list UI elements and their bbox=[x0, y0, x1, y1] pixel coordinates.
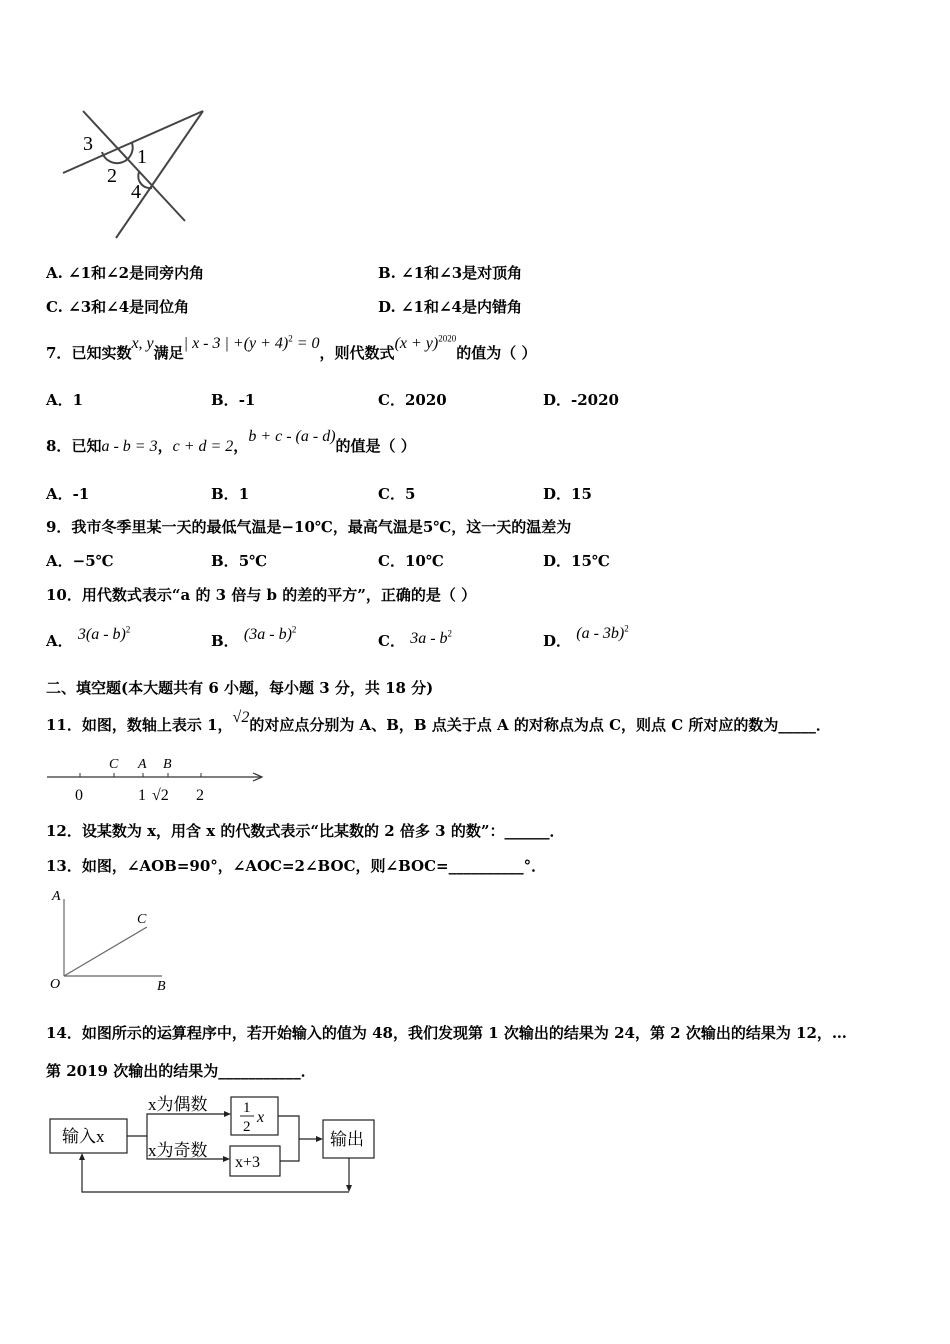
q8-stem bbox=[46, 428, 416, 456]
fraction-numerator: 1 bbox=[243, 1100, 251, 1116]
q11-text: 的对应点分别为 A、B，B 点关于点 A 的对称点为点 C，则点 C 所对应的数为_____． bbox=[249, 716, 831, 734]
q8-text: 已知 bbox=[71, 437, 102, 455]
q10-option-a[interactable] bbox=[46, 624, 131, 651]
option-text: ∠1和∠2是同旁内角 bbox=[68, 264, 205, 282]
q9-option-a[interactable] bbox=[46, 550, 114, 571]
q13-stem: 13．如图，∠AOB=90°，∠AOC=2∠BOC，则∠BOC=__________°． bbox=[46, 857, 547, 875]
option-text: ∠1和∠3是对顶角 bbox=[401, 264, 523, 282]
option-key: D. bbox=[378, 298, 396, 316]
number-line-figure bbox=[44, 752, 269, 807]
q6-option-d[interactable] bbox=[378, 296, 522, 317]
option-text: 2020 bbox=[404, 391, 447, 409]
point-label: A bbox=[138, 757, 147, 772]
q7-vars: x, y bbox=[131, 335, 154, 352]
option-key: A. bbox=[46, 264, 63, 282]
option-key: C． bbox=[378, 485, 405, 503]
q7-condition-tail: = 0 bbox=[292, 335, 320, 352]
q8-option-d[interactable] bbox=[543, 483, 592, 504]
angle-label: 2 bbox=[107, 165, 117, 187]
angle-label: 4 bbox=[131, 181, 141, 203]
q6-option-a[interactable] bbox=[46, 262, 204, 283]
exponent: 2 bbox=[447, 628, 453, 639]
q7-condition: | x - 3 | +(y + 4) bbox=[183, 335, 289, 352]
option-text: -1 bbox=[238, 391, 256, 409]
angle-label: 1 bbox=[137, 146, 147, 168]
option-key: C． bbox=[378, 391, 405, 409]
q7-expression: (x + y) bbox=[394, 335, 439, 352]
exponent: 2 bbox=[288, 333, 293, 344]
output-label: 输出 bbox=[330, 1130, 364, 1149]
q7-option-a[interactable] bbox=[46, 389, 83, 410]
option-key: D． bbox=[543, 391, 572, 409]
point-label: B bbox=[163, 757, 172, 772]
q6-option-c[interactable] bbox=[46, 296, 189, 317]
option-key: D． bbox=[543, 632, 572, 650]
question-number: 7． bbox=[46, 344, 72, 362]
flow-line bbox=[278, 1116, 317, 1139]
q7-text: 的值为（ ） bbox=[456, 344, 537, 362]
option-key: C． bbox=[378, 552, 405, 570]
q7-option-d[interactable] bbox=[543, 389, 619, 410]
point-label: O bbox=[50, 977, 61, 992]
even-label: x为偶数 bbox=[148, 1095, 208, 1114]
q10-stem: 10．用代数式表示“a 的 3 倍与 b 的差的平方”，正确的是（ ） bbox=[46, 586, 477, 604]
q8-text: 的值是（ ） bbox=[335, 437, 416, 455]
tick-label: √2 bbox=[152, 787, 169, 804]
option-text: ∠1和∠4是内错角 bbox=[400, 298, 522, 316]
q9-stem: 9．我市冬季里某一天的最低气温是−10℃，最高气温是5℃，这一天的温差为 bbox=[46, 518, 572, 536]
fraction-denominator: 2 bbox=[243, 1119, 251, 1135]
option-text: -2020 bbox=[571, 391, 619, 409]
q8-equation: c + d = 2 bbox=[172, 438, 234, 455]
q7-text: 满足 bbox=[153, 344, 184, 362]
point-label: B bbox=[157, 979, 166, 994]
arrow-head bbox=[316, 1136, 323, 1142]
fraction-variable: x bbox=[257, 1109, 265, 1126]
exponent: 2 bbox=[624, 623, 629, 634]
q11-stem bbox=[46, 709, 831, 735]
option-key: B． bbox=[211, 391, 239, 409]
q8-separator: ， bbox=[233, 437, 249, 455]
option-key: B． bbox=[211, 485, 239, 503]
flowchart-figure bbox=[44, 1092, 384, 1202]
option-key: B． bbox=[211, 552, 239, 570]
ray-oc bbox=[64, 927, 147, 976]
option-key: A． bbox=[46, 485, 73, 503]
q9-option-d[interactable] bbox=[543, 550, 610, 571]
option-key: C. bbox=[46, 298, 63, 316]
option-text: 3a - b bbox=[410, 630, 448, 647]
flow-line bbox=[127, 1114, 225, 1136]
q8-option-b[interactable] bbox=[211, 483, 249, 504]
option-text: 1 bbox=[238, 485, 250, 503]
option-text: (3a - b) bbox=[243, 626, 292, 643]
tick-label: 1 bbox=[138, 787, 146, 804]
arrow-head bbox=[79, 1153, 85, 1160]
q7-option-c[interactable] bbox=[378, 389, 447, 410]
option-text: 5 bbox=[404, 485, 416, 503]
plus3-label: x+3 bbox=[235, 1154, 261, 1171]
option-key: C． bbox=[378, 632, 405, 650]
flow-line bbox=[82, 1159, 349, 1192]
q10-option-c[interactable] bbox=[378, 630, 452, 651]
option-text: ∠3和∠4是同位角 bbox=[68, 298, 190, 316]
arrow-head bbox=[346, 1185, 352, 1192]
option-key: D． bbox=[543, 485, 572, 503]
option-text: (a - 3b) bbox=[576, 625, 625, 642]
q10-option-d[interactable] bbox=[543, 623, 629, 651]
tick-label: 0 bbox=[75, 787, 83, 804]
option-key: A． bbox=[46, 632, 73, 650]
q12-stem: 12．设某数为 x，用含 x 的代数式表示“比某数的 2 倍多 3 的数”：______． bbox=[46, 822, 565, 840]
option-key: B． bbox=[211, 632, 239, 650]
option-text: 5℃ bbox=[238, 552, 268, 570]
q6-option-b[interactable] bbox=[378, 262, 522, 283]
option-text: 10℃ bbox=[404, 552, 444, 570]
q8-separator: ， bbox=[157, 437, 173, 455]
option-text: -1 bbox=[72, 485, 90, 503]
point-label: A bbox=[52, 889, 61, 904]
section-heading: 二、填空题(本大题共有 6 小题，每小题 3 分，共 18 分) bbox=[46, 679, 434, 697]
q9-option-b[interactable] bbox=[211, 550, 267, 571]
point-label: C bbox=[137, 912, 147, 927]
option-text: 3(a - b) bbox=[77, 626, 126, 643]
q7-text: ，则代数式 bbox=[319, 344, 395, 362]
input-label: 输入x bbox=[62, 1127, 105, 1146]
q7-text: 已知实数 bbox=[71, 344, 132, 362]
tick-label: 2 bbox=[196, 787, 204, 804]
angle-figure bbox=[44, 885, 179, 995]
q8-option-c[interactable] bbox=[378, 483, 415, 504]
odd-label: x为奇数 bbox=[148, 1141, 208, 1160]
q11-sqrt: √2 bbox=[232, 709, 250, 726]
flow-line bbox=[280, 1139, 299, 1161]
option-text: 1 bbox=[72, 391, 84, 409]
option-key: A． bbox=[46, 552, 73, 570]
q9-option-c[interactable] bbox=[378, 550, 444, 571]
intersecting-lines-figure bbox=[55, 100, 215, 245]
q7-stem bbox=[46, 333, 537, 363]
arrow-head bbox=[223, 1156, 230, 1162]
exponent: 2020 bbox=[438, 333, 457, 344]
q7-option-b[interactable] bbox=[211, 389, 255, 410]
q14-stem-line1: 14．如图所示的运算程序中，若开始输入的值为 48，我们发现第 1 次输出的结果为 24，第 2 次输出的结果为 12，… bbox=[46, 1024, 847, 1042]
q14-stem-line2: 第 2019 次输出的结果为___________． bbox=[46, 1062, 316, 1080]
q8-expression: b + c - (a - d) bbox=[248, 428, 336, 445]
option-text: 15 bbox=[571, 485, 592, 503]
q11-text: 11．如图，数轴上表示 1， bbox=[46, 716, 233, 734]
half-box bbox=[231, 1097, 278, 1135]
option-text: 15℃ bbox=[571, 552, 610, 570]
q8-option-a[interactable] bbox=[46, 483, 89, 504]
option-text: −5℃ bbox=[72, 552, 114, 570]
line-2 bbox=[83, 111, 185, 221]
q8-equation: a - b = 3 bbox=[101, 438, 158, 455]
q10-option-b[interactable] bbox=[211, 624, 297, 651]
question-number: 8． bbox=[46, 437, 72, 455]
exponent: 2 bbox=[291, 624, 297, 635]
point-label: C bbox=[109, 757, 119, 772]
arrow-head bbox=[224, 1111, 231, 1117]
exponent: 2 bbox=[125, 624, 131, 635]
option-key: B. bbox=[378, 264, 396, 282]
option-key: A． bbox=[46, 391, 73, 409]
angle-label: 3 bbox=[83, 133, 93, 155]
option-key: D． bbox=[543, 552, 572, 570]
